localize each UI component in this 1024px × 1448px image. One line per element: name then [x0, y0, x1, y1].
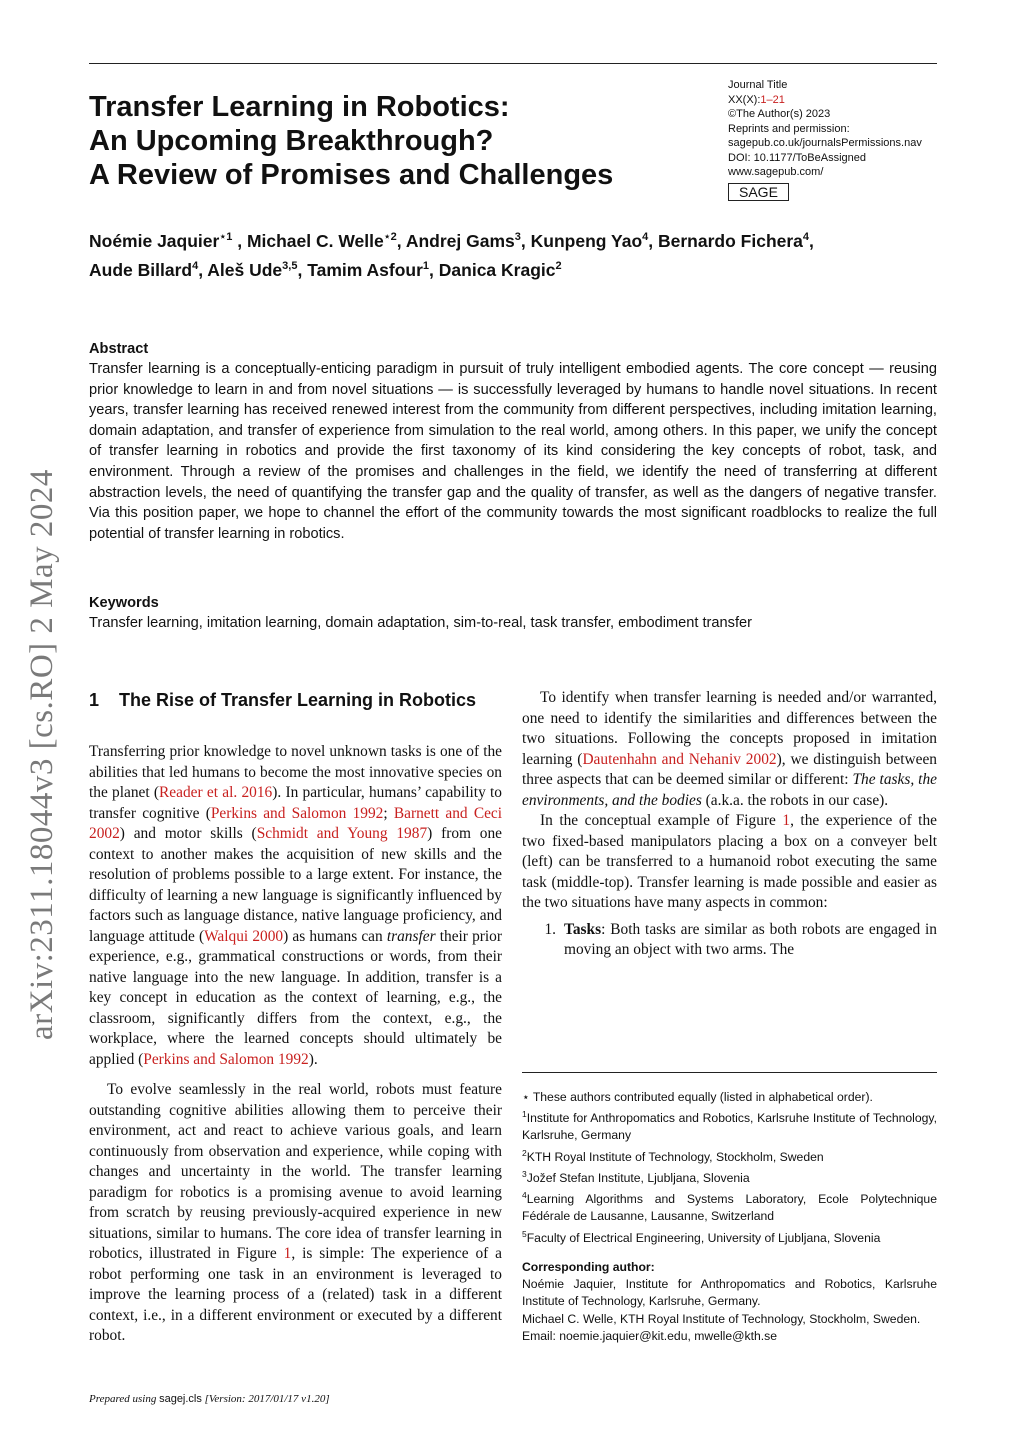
figure-link[interactable]: 1	[782, 812, 791, 829]
title-line-3: A Review of Promises and Challenges	[89, 159, 614, 191]
section-number: 1	[89, 690, 100, 710]
page-footer: Prepared using sagej.cls [Version: 2017/01/17 v1.20]	[89, 1393, 330, 1405]
author: Tamim Asfour	[307, 259, 423, 280]
author: Aleš Ude	[207, 259, 283, 280]
corresponding-heading: Corresponding author:	[522, 1260, 655, 1274]
left-column	[89, 688, 502, 1347]
paragraph-3: To identify when transfer learning is needed and/or warranted, one need to identify the similarities and differences between the two situations. Following the concepts proposed in imitation learning (Dautenhahn and Nehaniv 2002), we distinguish between three aspects that can be deemed similar or different: The tasks, the environments, and the bodies (a.k.a. the robots in our case).	[522, 689, 937, 809]
author: Kunpeng Yao	[530, 230, 643, 251]
author-list: Noémie Jaquier$^{⋆1}$ , Michael C. Welle$^{⋆2}$, Andrej Gams$^3$, Kunpeng Yao$^4$, Bernardo Fichera$^4$, Aude Billard$^4$, Aleš Ude$^{3,5}$, Tamim Asfour$^1$, Danica Kragic$^2$	[89, 230, 814, 280]
abstract	[89, 339, 937, 544]
journal-volume: XX(X):1–21	[728, 93, 785, 106]
footnotes	[522, 1089, 937, 1247]
footnote-rule	[522, 1072, 937, 1073]
corresponding-email[interactable]: Email: noemie.jaquier@kit.edu, mwelle@kth.se	[522, 1328, 778, 1343]
author: Aude Billard	[89, 259, 193, 280]
citation-link[interactable]: Barnett and Ceci 2002	[89, 804, 503, 842]
journal-permissions-url: sagepub.co.uk/journalsPermissions.nav	[728, 137, 922, 149]
footnote: $^4$Learning Algorithms and Systems Laboratory, Ecole Polytechnique Fédérale de Lausanne, Lausanne, Switzerland	[522, 1190, 937, 1224]
abstract-text: Transfer learning is a conceptually-enticing paradigm in pursuit of truly intelligent embodied agents. The core concept — reusing prior knowledge to learn in and from novel situations — is successfully leveraged by humans to handle novel situations. In recent years, transfer learning has received renewed interest from the community from different perspectives, including imitation learning, domain adaptation, and transfer of experience from simulation to the real world, among others. In this paper, we unify the concept of transfer learning in robotics and provide the first taxonomy of its kind considering the key concepts of robot, task, and environment. Through a review of the promises and challenges in the field, we identify the need of transferring at different abstraction levels, the need of quantifying the transfer gap and the quality of transfer, as well as the dangers of negative transfer. Via this position paper, we hope to channel the effort of the community towards the most significant roadblocks to realize the full potential of transfer learning in robotics.	[89, 361, 937, 542]
corresponding-line: Michael C. Welle, KTH Royal Institute of Technology, Stockholm, Sweden.	[522, 1311, 921, 1326]
author: Danica Kragic	[438, 259, 556, 280]
author-affiliation: 4	[192, 259, 199, 272]
paragraph-2: To evolve seamlessly in the real world, robots must feature outstanding cognitive abilities allowing them to perceive their environment, act and react to achieve various goals, and learn continuously from observation and experience, while coping with changes and uncertainty in the world. The transfer learning paradigm for robotics is a promising avenue to avoid learning from scratch by reusing previously-acquired experience in new situations, similar to humans. The core idea of transfer learning in robotics, illustrated in Figure 1, is simple: The experience of a robot performing one task in an environment is leveraged to improve the learning process of a (related) task in a different context, i.e., in a different environment or executed by a different robot.	[89, 1081, 502, 1344]
section-body-left	[89, 742, 502, 1347]
citation-link[interactable]: Walqui 2000	[204, 927, 284, 945]
paragraph-4: In the conceptual example of Figure 1, the experience of the two fixed-based manipulators placing a box on a conveyer belt (left) can be transferred to a humanoid robot executing the same task (middle-top). Transfer learning is made possible and easier as the two situations have many aspects in common:	[522, 812, 937, 911]
author: Andrej Gams	[405, 230, 515, 251]
author-affiliation: 4	[802, 231, 810, 243]
keywords	[89, 593, 937, 634]
citation-link[interactable]: Reader et al. 2016	[159, 784, 273, 801]
footnote: $^3$Jožef Stefan Institute, Ljubljana, Slovenia	[522, 1168, 750, 1185]
footnote: $^5$Faculty of Electrical Engineering, University of Ljubljana, Slovenia	[522, 1228, 881, 1245]
footnote: $^2$KTH Royal Institute of Technology, Stockholm, Sweden	[522, 1147, 824, 1164]
corresponding-line: Noémie Jaquier, Institute for Anthropomatics and Robotics, Karlsruhe Institute of Technology, Karlsruhe, Germany.	[522, 1277, 937, 1309]
citation-link[interactable]: Dautenhahn and Nehaniv 2002	[582, 750, 777, 768]
citation-link[interactable]: Perkins and Salomon 1992	[210, 804, 384, 822]
list-item-label: 1.	[544, 920, 556, 938]
journal-title: Journal Title	[728, 79, 788, 91]
title-line-1: Transfer Learning in Robotics:	[89, 91, 510, 123]
title-line-2: An Upcoming Breakthrough?	[89, 125, 494, 157]
list-item-text: Tasks: Both tasks are similar as both robots are engaged in moving an object with two arms. The	[564, 920, 937, 958]
figure-link[interactable]: 1	[283, 1245, 292, 1262]
section-heading	[89, 688, 502, 712]
paper-title	[89, 90, 669, 192]
section-title: The Rise of Transfer Learning in Robotics	[119, 690, 477, 710]
top-rule	[89, 63, 937, 64]
author-affiliation: 3,5	[282, 259, 298, 272]
journal-info	[728, 78, 958, 201]
author-affiliation: 1	[422, 259, 430, 272]
journal-doi: DOI: 10.1177/ToBeAssigned	[728, 151, 866, 164]
keywords-text: Transfer learning, imitation learning, domain adaptation, sim-to-real, task transfer, embodiment transfer	[89, 615, 752, 631]
citation-link[interactable]: Schmidt and Young 1987	[256, 825, 428, 842]
corresponding-author	[522, 1259, 937, 1345]
journal-site: www.sagepub.com/	[728, 166, 824, 178]
footnote: ⋆ These authors contributed equally (listed in alphabetical order).	[522, 1090, 873, 1104]
author-affiliation: 4	[642, 231, 649, 243]
right-column	[522, 688, 937, 961]
footer-cls: sagej.cls	[159, 1393, 202, 1405]
paragraph-1: Transferring prior knowledge to novel unknown tasks is one of the abilities that led humans to become the most innovative species on the planet (Reader et al. 2016). In particular, humans’ capability to transfer cognitive (Perkins and Salomon 1992; Barnett and Ceci 2002) and motor skills (Schmidt and Young 1987) from one context to another makes the acquisition of new skills and the resolution of problems possible to a large extent. For instance, the difficulty of learning a new language is significantly influenced by factors such as language distance, native language proficiency, and language attitude (Walqui 2000) as humans can transfer their prior experience, e.g., grammatical constructions or words, from their native language into the new language. In addition, transfer is a key concept in education as the context of learning, e.g., the classroom, significantly differs from the context, e.g., the workplace, where the learned concepts should ultimately be applied (Perkins and Salomon 1992).	[89, 743, 503, 1068]
author-affiliation: 3	[514, 231, 521, 243]
section-body-right	[522, 688, 937, 914]
author: Bernardo Fichera	[658, 230, 803, 251]
journal-reprints: Reprints and permission:	[728, 122, 850, 135]
list-item	[522, 920, 937, 961]
author-affiliation: 2	[555, 259, 562, 272]
pages-link[interactable]: 1–21	[760, 93, 785, 106]
author: Noémie Jaquier	[89, 230, 220, 251]
keywords-heading: Keywords	[89, 595, 159, 611]
sage-logo: SAGE	[728, 183, 789, 201]
citation-link[interactable]: Perkins and Salomon 1992	[143, 1050, 309, 1068]
author: Michael C. Welle	[246, 230, 384, 251]
arxiv-stamp: arXiv:2311.18044v3 [cs.RO] 2 May 2024	[24, 469, 60, 1040]
footnote: $^1$Institute for Anthropomatics and Robotics, Karlsruhe Institute of Technology, Karlsruhe, Germany	[522, 1109, 937, 1143]
author-affiliation: ⋆2	[383, 231, 397, 243]
abstract-heading: Abstract	[89, 341, 149, 357]
author-affiliation: ⋆1	[219, 231, 233, 243]
journal-copyright: ©The Author(s) 2023	[728, 108, 831, 120]
